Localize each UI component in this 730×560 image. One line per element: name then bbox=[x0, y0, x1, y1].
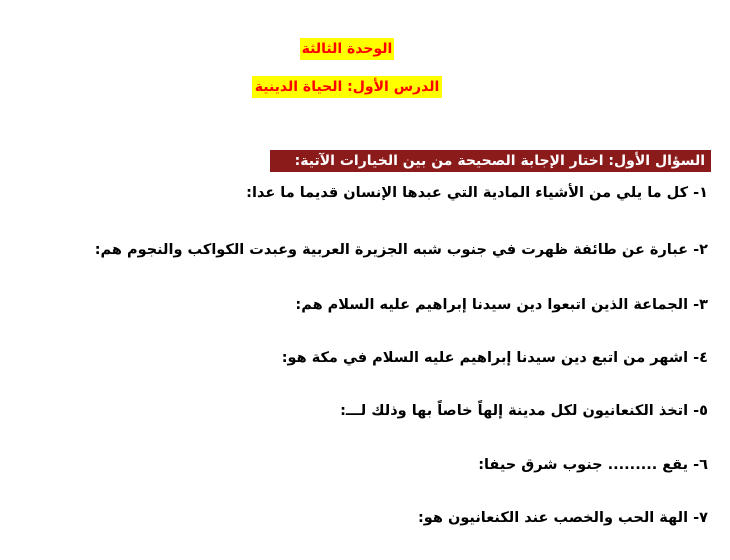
question-4: ٤- اشهر من اتبع دين سيدنا إبراهيم عليه السلام في مكة هو: bbox=[281, 350, 708, 366]
question-1: ١- كل ما يلي من الأشياء المادية التي عبدها الإنسان قديما ما عدا: bbox=[246, 185, 708, 201]
section-header: السؤال الأول: اختار الإجابة الصحيحة من بين الخيارات الآتية: bbox=[270, 150, 711, 172]
question-2: ٢- عبارة عن طائفة ظهرت في جنوب شبه الجزيرة العربية وعبدت الكواكب والنجوم هم: bbox=[94, 242, 708, 258]
question-3: ٣- الجماعة الذين اتبعوا دين سيدنا إبراهيم عليه السلام هم: bbox=[295, 297, 708, 313]
question-7: ٧- الهة الحب والخصب عند الكنعانيون هو: bbox=[417, 510, 708, 526]
question-6: ٦- يقع ......... جنوب شرق حيفا: bbox=[478, 457, 708, 473]
question-5: ٥- اتخذ الكنعانيون لكل مدينة إلهاً خاصاً بها وذلك لـــ: bbox=[340, 403, 708, 419]
unit-title: الوحدة الثالثة bbox=[300, 38, 394, 60]
lesson-title: الدرس الأول: الحياة الدينية bbox=[252, 76, 442, 98]
